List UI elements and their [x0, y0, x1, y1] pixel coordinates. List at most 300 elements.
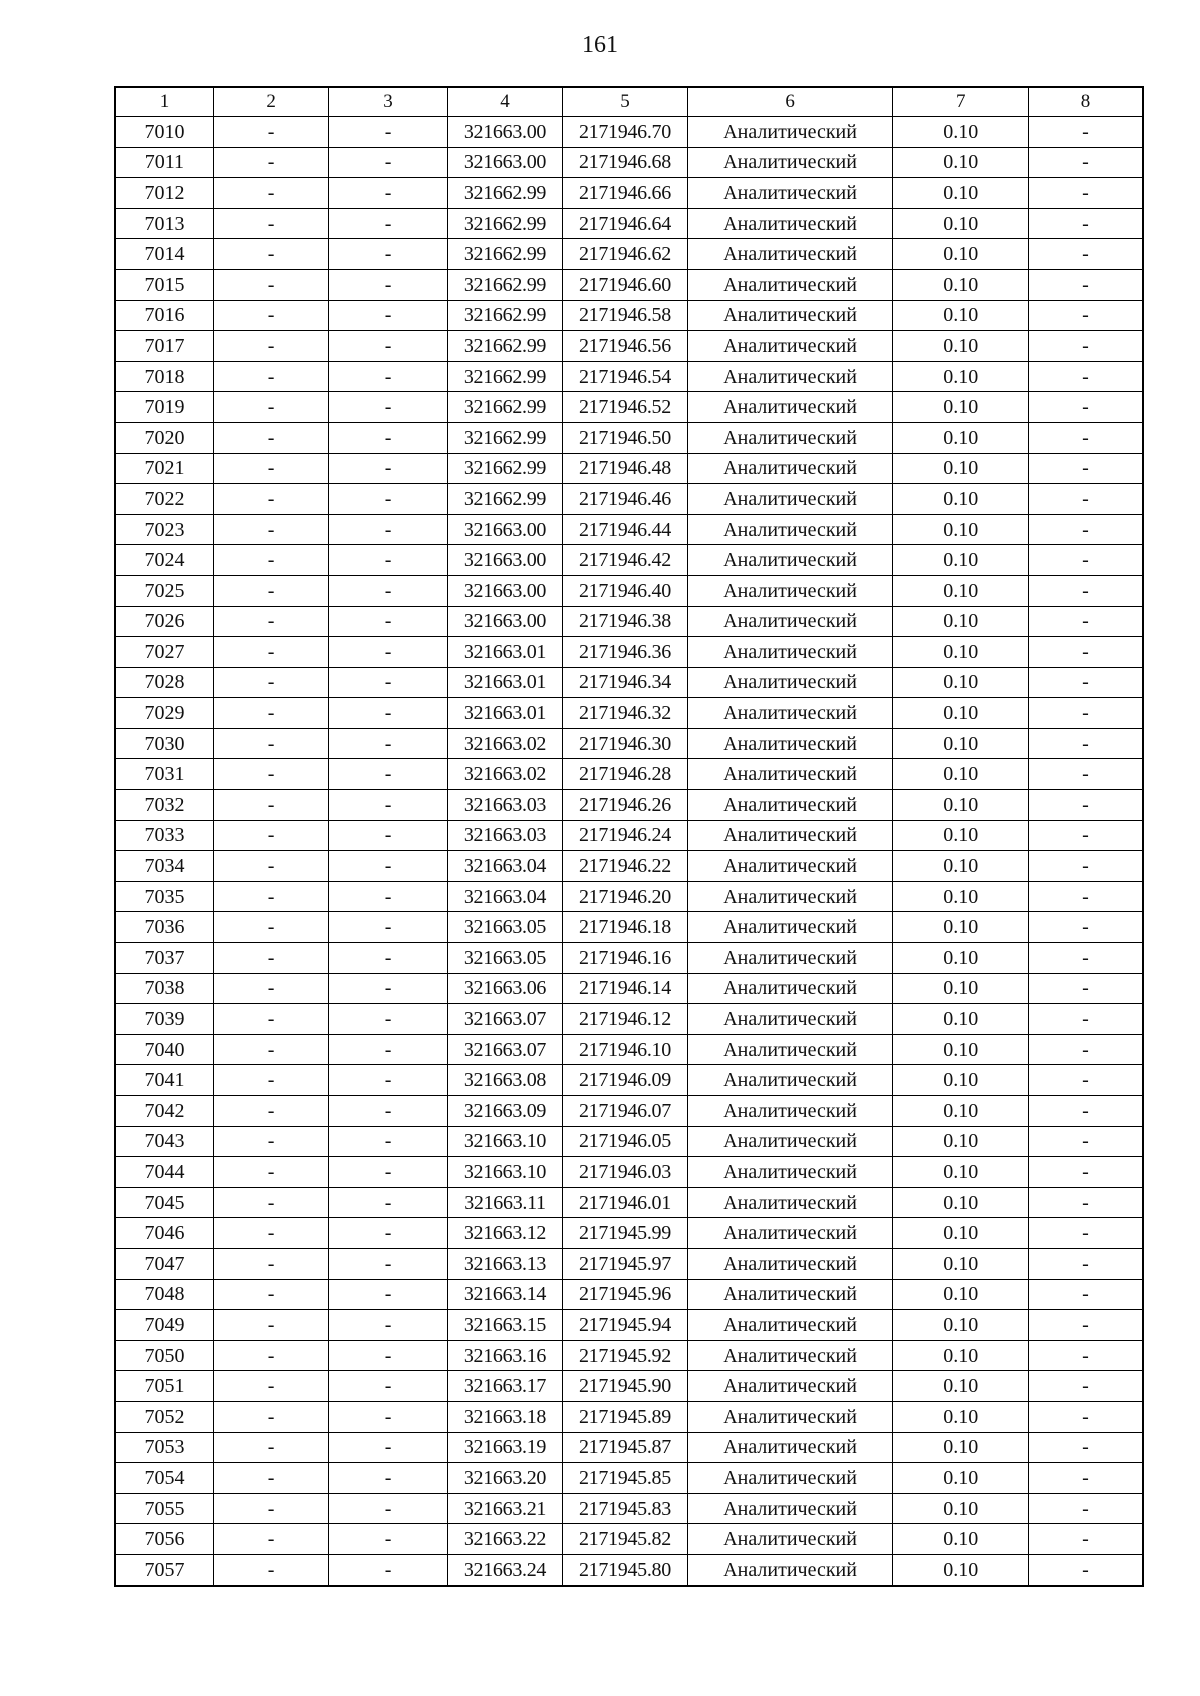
precision-cell: 0.10 — [893, 514, 1029, 545]
col2-value-cell: - — [213, 820, 328, 851]
point-number-cell: 7025 — [115, 575, 213, 606]
point-number-cell: 7041 — [115, 1065, 213, 1096]
precision-cell: 0.10 — [893, 1340, 1029, 1371]
col3-value-cell: - — [329, 575, 447, 606]
col3-value-cell: - — [329, 1157, 447, 1188]
method-cell: Аналитический — [687, 1218, 893, 1249]
column-header-3: 3 — [329, 87, 447, 117]
col2-value-cell: - — [213, 575, 328, 606]
point-number-cell: 7034 — [115, 851, 213, 882]
method-cell: Аналитический — [687, 117, 893, 148]
point-number-cell: 7019 — [115, 392, 213, 423]
point-number-cell: 7044 — [115, 1157, 213, 1188]
y-coordinate-cell: 2171946.52 — [563, 392, 687, 423]
col2-value-cell: - — [213, 1279, 328, 1310]
col3-value-cell: - — [329, 606, 447, 637]
point-number-cell: 7037 — [115, 943, 213, 974]
col3-value-cell: - — [329, 484, 447, 515]
col3-value-cell: - — [329, 1187, 447, 1218]
col2-value-cell: - — [213, 300, 328, 331]
y-coordinate-cell: 2171946.16 — [563, 943, 687, 974]
col2-value-cell: - — [213, 1248, 328, 1279]
col2-value-cell: - — [213, 698, 328, 729]
col3-value-cell: - — [329, 1371, 447, 1402]
method-cell: Аналитический — [687, 1279, 893, 1310]
column-header-8: 8 — [1029, 87, 1144, 117]
precision-cell: 0.10 — [893, 422, 1029, 453]
y-coordinate-cell: 2171946.68 — [563, 147, 687, 178]
table-row — [115, 117, 1143, 148]
x-coordinate-cell: 321663.00 — [447, 575, 562, 606]
col8-value-cell: - — [1029, 728, 1144, 759]
point-number-cell: 7052 — [115, 1401, 213, 1432]
x-coordinate-cell: 321663.24 — [447, 1554, 562, 1585]
point-number-cell: 7047 — [115, 1248, 213, 1279]
col2-value-cell: - — [213, 453, 328, 484]
col2-value-cell: - — [213, 606, 328, 637]
col2-value-cell: - — [213, 943, 328, 974]
coordinates-table — [114, 86, 1144, 1587]
col3-value-cell: - — [329, 269, 447, 300]
precision-cell: 0.10 — [893, 943, 1029, 974]
table-body — [115, 117, 1143, 1586]
col8-value-cell: - — [1029, 514, 1144, 545]
col8-value-cell: - — [1029, 361, 1144, 392]
x-coordinate-cell: 321662.99 — [447, 484, 562, 515]
col3-value-cell: - — [329, 881, 447, 912]
x-coordinate-cell: 321663.10 — [447, 1157, 562, 1188]
col2-value-cell: - — [213, 912, 328, 943]
col3-value-cell: - — [329, 667, 447, 698]
precision-cell: 0.10 — [893, 1554, 1029, 1585]
y-coordinate-cell: 2171946.34 — [563, 667, 687, 698]
precision-cell: 0.10 — [893, 239, 1029, 270]
col3-value-cell: - — [329, 392, 447, 423]
y-coordinate-cell: 2171946.36 — [563, 637, 687, 668]
col2-value-cell: - — [213, 1218, 328, 1249]
col8-value-cell: - — [1029, 698, 1144, 729]
precision-cell: 0.10 — [893, 1463, 1029, 1494]
col8-value-cell: - — [1029, 269, 1144, 300]
header-row — [115, 87, 1143, 117]
table-row — [115, 1524, 1143, 1555]
x-coordinate-cell: 321663.03 — [447, 820, 562, 851]
y-coordinate-cell: 2171946.07 — [563, 1096, 687, 1127]
col2-value-cell: - — [213, 545, 328, 576]
y-coordinate-cell: 2171946.32 — [563, 698, 687, 729]
col3-value-cell: - — [329, 1554, 447, 1585]
col2-value-cell: - — [213, 973, 328, 1004]
point-number-cell: 7042 — [115, 1096, 213, 1127]
method-cell: Аналитический — [687, 1034, 893, 1065]
col8-value-cell: - — [1029, 208, 1144, 239]
col3-value-cell: - — [329, 117, 447, 148]
col3-value-cell: - — [329, 912, 447, 943]
table-row — [115, 1463, 1143, 1494]
x-coordinate-cell: 321663.01 — [447, 637, 562, 668]
col8-value-cell: - — [1029, 239, 1144, 270]
col3-value-cell: - — [329, 453, 447, 484]
col2-value-cell: - — [213, 117, 328, 148]
col8-value-cell: - — [1029, 637, 1144, 668]
x-coordinate-cell: 321663.05 — [447, 943, 562, 974]
x-coordinate-cell: 321662.99 — [447, 392, 562, 423]
table-row — [115, 1096, 1143, 1127]
x-coordinate-cell: 321663.10 — [447, 1126, 562, 1157]
col3-value-cell: - — [329, 851, 447, 882]
col3-value-cell: - — [329, 1432, 447, 1463]
col8-value-cell: - — [1029, 1340, 1144, 1371]
table-row — [115, 1157, 1143, 1188]
y-coordinate-cell: 2171946.50 — [563, 422, 687, 453]
x-coordinate-cell: 321663.13 — [447, 1248, 562, 1279]
point-number-cell: 7027 — [115, 637, 213, 668]
precision-cell: 0.10 — [893, 881, 1029, 912]
precision-cell: 0.10 — [893, 1065, 1029, 1096]
col2-value-cell: - — [213, 1157, 328, 1188]
precision-cell: 0.10 — [893, 453, 1029, 484]
col8-value-cell: - — [1029, 881, 1144, 912]
col3-value-cell: - — [329, 1248, 447, 1279]
x-coordinate-cell: 321662.99 — [447, 178, 562, 209]
col2-value-cell: - — [213, 484, 328, 515]
method-cell: Аналитический — [687, 759, 893, 790]
method-cell: Аналитический — [687, 1371, 893, 1402]
col3-value-cell: - — [329, 208, 447, 239]
col2-value-cell: - — [213, 1126, 328, 1157]
table-row — [115, 208, 1143, 239]
col8-value-cell: - — [1029, 484, 1144, 515]
col8-value-cell: - — [1029, 820, 1144, 851]
precision-cell: 0.10 — [893, 1279, 1029, 1310]
point-number-cell: 7015 — [115, 269, 213, 300]
precision-cell: 0.10 — [893, 698, 1029, 729]
method-cell: Аналитический — [687, 1157, 893, 1188]
y-coordinate-cell: 2171945.83 — [563, 1493, 687, 1524]
point-number-cell: 7056 — [115, 1524, 213, 1555]
point-number-cell: 7030 — [115, 728, 213, 759]
column-header-6: 6 — [687, 87, 893, 117]
method-cell: Аналитический — [687, 147, 893, 178]
col3-value-cell: - — [329, 1340, 447, 1371]
col8-value-cell: - — [1029, 1310, 1144, 1341]
precision-cell: 0.10 — [893, 1034, 1029, 1065]
col3-value-cell: - — [329, 422, 447, 453]
col2-value-cell: - — [213, 422, 328, 453]
col3-value-cell: - — [329, 1524, 447, 1555]
y-coordinate-cell: 2171946.26 — [563, 790, 687, 821]
x-coordinate-cell: 321663.01 — [447, 667, 562, 698]
y-coordinate-cell: 2171945.82 — [563, 1524, 687, 1555]
col3-value-cell: - — [329, 698, 447, 729]
table-row — [115, 575, 1143, 606]
method-cell: Аналитический — [687, 637, 893, 668]
col8-value-cell: - — [1029, 851, 1144, 882]
point-number-cell: 7022 — [115, 484, 213, 515]
y-coordinate-cell: 2171946.28 — [563, 759, 687, 790]
col8-value-cell: - — [1029, 606, 1144, 637]
point-number-cell: 7045 — [115, 1187, 213, 1218]
x-coordinate-cell: 321663.02 — [447, 759, 562, 790]
y-coordinate-cell: 2171946.42 — [563, 545, 687, 576]
col8-value-cell: - — [1029, 790, 1144, 821]
y-coordinate-cell: 2171946.62 — [563, 239, 687, 270]
table-row — [115, 912, 1143, 943]
table-row — [115, 361, 1143, 392]
y-coordinate-cell: 2171946.44 — [563, 514, 687, 545]
precision-cell: 0.10 — [893, 178, 1029, 209]
table-row — [115, 1004, 1143, 1035]
point-number-cell: 7053 — [115, 1432, 213, 1463]
x-coordinate-cell: 321662.99 — [447, 269, 562, 300]
y-coordinate-cell: 2171946.54 — [563, 361, 687, 392]
precision-cell: 0.10 — [893, 331, 1029, 362]
method-cell: Аналитический — [687, 698, 893, 729]
table-row — [115, 269, 1143, 300]
y-coordinate-cell: 2171946.40 — [563, 575, 687, 606]
col2-value-cell: - — [213, 637, 328, 668]
y-coordinate-cell: 2171946.20 — [563, 881, 687, 912]
precision-cell: 0.10 — [893, 1187, 1029, 1218]
point-number-cell: 7012 — [115, 178, 213, 209]
x-coordinate-cell: 321663.12 — [447, 1218, 562, 1249]
point-number-cell: 7046 — [115, 1218, 213, 1249]
precision-cell: 0.10 — [893, 1524, 1029, 1555]
col8-value-cell: - — [1029, 1463, 1144, 1494]
precision-cell: 0.10 — [893, 1310, 1029, 1341]
point-number-cell: 7017 — [115, 331, 213, 362]
y-coordinate-cell: 2171945.99 — [563, 1218, 687, 1249]
table-row — [115, 1187, 1143, 1218]
precision-cell: 0.10 — [893, 1126, 1029, 1157]
y-coordinate-cell: 2171945.94 — [563, 1310, 687, 1341]
x-coordinate-cell: 321663.00 — [447, 545, 562, 576]
method-cell: Аналитический — [687, 1554, 893, 1585]
y-coordinate-cell: 2171946.05 — [563, 1126, 687, 1157]
x-coordinate-cell: 321663.02 — [447, 728, 562, 759]
col3-value-cell: - — [329, 1401, 447, 1432]
method-cell: Аналитический — [687, 208, 893, 239]
col3-value-cell: - — [329, 728, 447, 759]
col3-value-cell: - — [329, 178, 447, 209]
col8-value-cell: - — [1029, 943, 1144, 974]
table-row — [115, 239, 1143, 270]
method-cell: Аналитический — [687, 606, 893, 637]
column-header-4: 4 — [447, 87, 562, 117]
point-number-cell: 7050 — [115, 1340, 213, 1371]
y-coordinate-cell: 2171946.46 — [563, 484, 687, 515]
col2-value-cell: - — [213, 361, 328, 392]
x-coordinate-cell: 321663.06 — [447, 973, 562, 1004]
method-cell: Аналитический — [687, 514, 893, 545]
precision-cell: 0.10 — [893, 1248, 1029, 1279]
table-row — [115, 1279, 1143, 1310]
method-cell: Аналитический — [687, 728, 893, 759]
x-coordinate-cell: 321663.00 — [447, 606, 562, 637]
table-row — [115, 759, 1143, 790]
col8-value-cell: - — [1029, 300, 1144, 331]
point-number-cell: 7057 — [115, 1554, 213, 1585]
col2-value-cell: - — [213, 392, 328, 423]
col2-value-cell: - — [213, 1004, 328, 1035]
col3-value-cell: - — [329, 1218, 447, 1249]
y-coordinate-cell: 2171946.22 — [563, 851, 687, 882]
col8-value-cell: - — [1029, 1126, 1144, 1157]
point-number-cell: 7048 — [115, 1279, 213, 1310]
col8-value-cell: - — [1029, 667, 1144, 698]
col8-value-cell: - — [1029, 1401, 1144, 1432]
col3-value-cell: - — [329, 1493, 447, 1524]
table-row — [115, 300, 1143, 331]
x-coordinate-cell: 321662.99 — [447, 422, 562, 453]
point-number-cell: 7049 — [115, 1310, 213, 1341]
col2-value-cell: - — [213, 178, 328, 209]
col8-value-cell: - — [1029, 1065, 1144, 1096]
table-header — [115, 87, 1143, 117]
y-coordinate-cell: 2171946.56 — [563, 331, 687, 362]
col3-value-cell: - — [329, 1096, 447, 1127]
col2-value-cell: - — [213, 1524, 328, 1555]
method-cell: Аналитический — [687, 331, 893, 362]
col2-value-cell: - — [213, 1401, 328, 1432]
method-cell: Аналитический — [687, 453, 893, 484]
precision-cell: 0.10 — [893, 208, 1029, 239]
point-number-cell: 7016 — [115, 300, 213, 331]
col2-value-cell: - — [213, 881, 328, 912]
col3-value-cell: - — [329, 1004, 447, 1035]
y-coordinate-cell: 2171946.60 — [563, 269, 687, 300]
point-number-cell: 7054 — [115, 1463, 213, 1494]
table-row — [115, 820, 1143, 851]
x-coordinate-cell: 321662.99 — [447, 453, 562, 484]
method-cell: Аналитический — [687, 1493, 893, 1524]
precision-cell: 0.10 — [893, 820, 1029, 851]
precision-cell: 0.10 — [893, 759, 1029, 790]
table-row — [115, 484, 1143, 515]
x-coordinate-cell: 321663.17 — [447, 1371, 562, 1402]
x-coordinate-cell: 321663.04 — [447, 851, 562, 882]
point-number-cell: 7020 — [115, 422, 213, 453]
y-coordinate-cell: 2171946.30 — [563, 728, 687, 759]
precision-cell: 0.10 — [893, 147, 1029, 178]
x-coordinate-cell: 321663.07 — [447, 1004, 562, 1035]
y-coordinate-cell: 2171946.09 — [563, 1065, 687, 1096]
method-cell: Аналитический — [687, 239, 893, 270]
precision-cell: 0.10 — [893, 728, 1029, 759]
table-row — [115, 1401, 1143, 1432]
col2-value-cell: - — [213, 1463, 328, 1494]
x-coordinate-cell: 321663.20 — [447, 1463, 562, 1494]
point-number-cell: 7033 — [115, 820, 213, 851]
x-coordinate-cell: 321662.99 — [447, 331, 562, 362]
x-coordinate-cell: 321663.03 — [447, 790, 562, 821]
y-coordinate-cell: 2171946.64 — [563, 208, 687, 239]
method-cell: Аналитический — [687, 1401, 893, 1432]
col8-value-cell: - — [1029, 1157, 1144, 1188]
table-row — [115, 698, 1143, 729]
col2-value-cell: - — [213, 1310, 328, 1341]
table-row — [115, 1126, 1143, 1157]
precision-cell: 0.10 — [893, 392, 1029, 423]
col3-value-cell: - — [329, 331, 447, 362]
col3-value-cell: - — [329, 637, 447, 668]
x-coordinate-cell: 321663.15 — [447, 1310, 562, 1341]
precision-cell: 0.10 — [893, 117, 1029, 148]
x-coordinate-cell: 321663.16 — [447, 1340, 562, 1371]
table-row — [115, 147, 1143, 178]
point-number-cell: 7055 — [115, 1493, 213, 1524]
table-row — [115, 1554, 1143, 1585]
point-number-cell: 7043 — [115, 1126, 213, 1157]
method-cell: Аналитический — [687, 1004, 893, 1035]
method-cell: Аналитический — [687, 1126, 893, 1157]
col3-value-cell: - — [329, 973, 447, 1004]
col2-value-cell: - — [213, 514, 328, 545]
col3-value-cell: - — [329, 545, 447, 576]
method-cell: Аналитический — [687, 851, 893, 882]
method-cell: Аналитический — [687, 484, 893, 515]
table-row — [115, 514, 1143, 545]
y-coordinate-cell: 2171946.01 — [563, 1187, 687, 1218]
col2-value-cell: - — [213, 1340, 328, 1371]
point-number-cell: 7011 — [115, 147, 213, 178]
col8-value-cell: - — [1029, 178, 1144, 209]
table-row — [115, 453, 1143, 484]
col3-value-cell: - — [329, 1279, 447, 1310]
point-number-cell: 7036 — [115, 912, 213, 943]
table-row — [115, 606, 1143, 637]
x-coordinate-cell: 321663.00 — [447, 514, 562, 545]
col8-value-cell: - — [1029, 1493, 1144, 1524]
col3-value-cell: - — [329, 239, 447, 270]
col8-value-cell: - — [1029, 973, 1144, 1004]
col8-value-cell: - — [1029, 1524, 1144, 1555]
x-coordinate-cell: 321663.18 — [447, 1401, 562, 1432]
x-coordinate-cell: 321663.04 — [447, 881, 562, 912]
point-number-cell: 7021 — [115, 453, 213, 484]
y-coordinate-cell: 2171946.18 — [563, 912, 687, 943]
col8-value-cell: - — [1029, 147, 1144, 178]
method-cell: Аналитический — [687, 790, 893, 821]
col3-value-cell: - — [329, 820, 447, 851]
method-cell: Аналитический — [687, 1340, 893, 1371]
precision-cell: 0.10 — [893, 667, 1029, 698]
column-header-2: 2 — [213, 87, 328, 117]
table-row — [115, 1432, 1143, 1463]
x-coordinate-cell: 321662.99 — [447, 361, 562, 392]
precision-cell: 0.10 — [893, 300, 1029, 331]
method-cell: Аналитический — [687, 178, 893, 209]
col8-value-cell: - — [1029, 545, 1144, 576]
col3-value-cell: - — [329, 514, 447, 545]
method-cell: Аналитический — [687, 545, 893, 576]
col3-value-cell: - — [329, 1310, 447, 1341]
y-coordinate-cell: 2171946.58 — [563, 300, 687, 331]
col8-value-cell: - — [1029, 392, 1144, 423]
precision-cell: 0.10 — [893, 637, 1029, 668]
x-coordinate-cell: 321663.09 — [447, 1096, 562, 1127]
point-number-cell: 7018 — [115, 361, 213, 392]
col8-value-cell: - — [1029, 117, 1144, 148]
column-header-7: 7 — [893, 87, 1029, 117]
y-coordinate-cell: 2171946.10 — [563, 1034, 687, 1065]
x-coordinate-cell: 321662.99 — [447, 239, 562, 270]
precision-cell: 0.10 — [893, 545, 1029, 576]
col3-value-cell: - — [329, 1065, 447, 1096]
col8-value-cell: - — [1029, 575, 1144, 606]
point-number-cell: 7032 — [115, 790, 213, 821]
point-number-cell: 7039 — [115, 1004, 213, 1035]
